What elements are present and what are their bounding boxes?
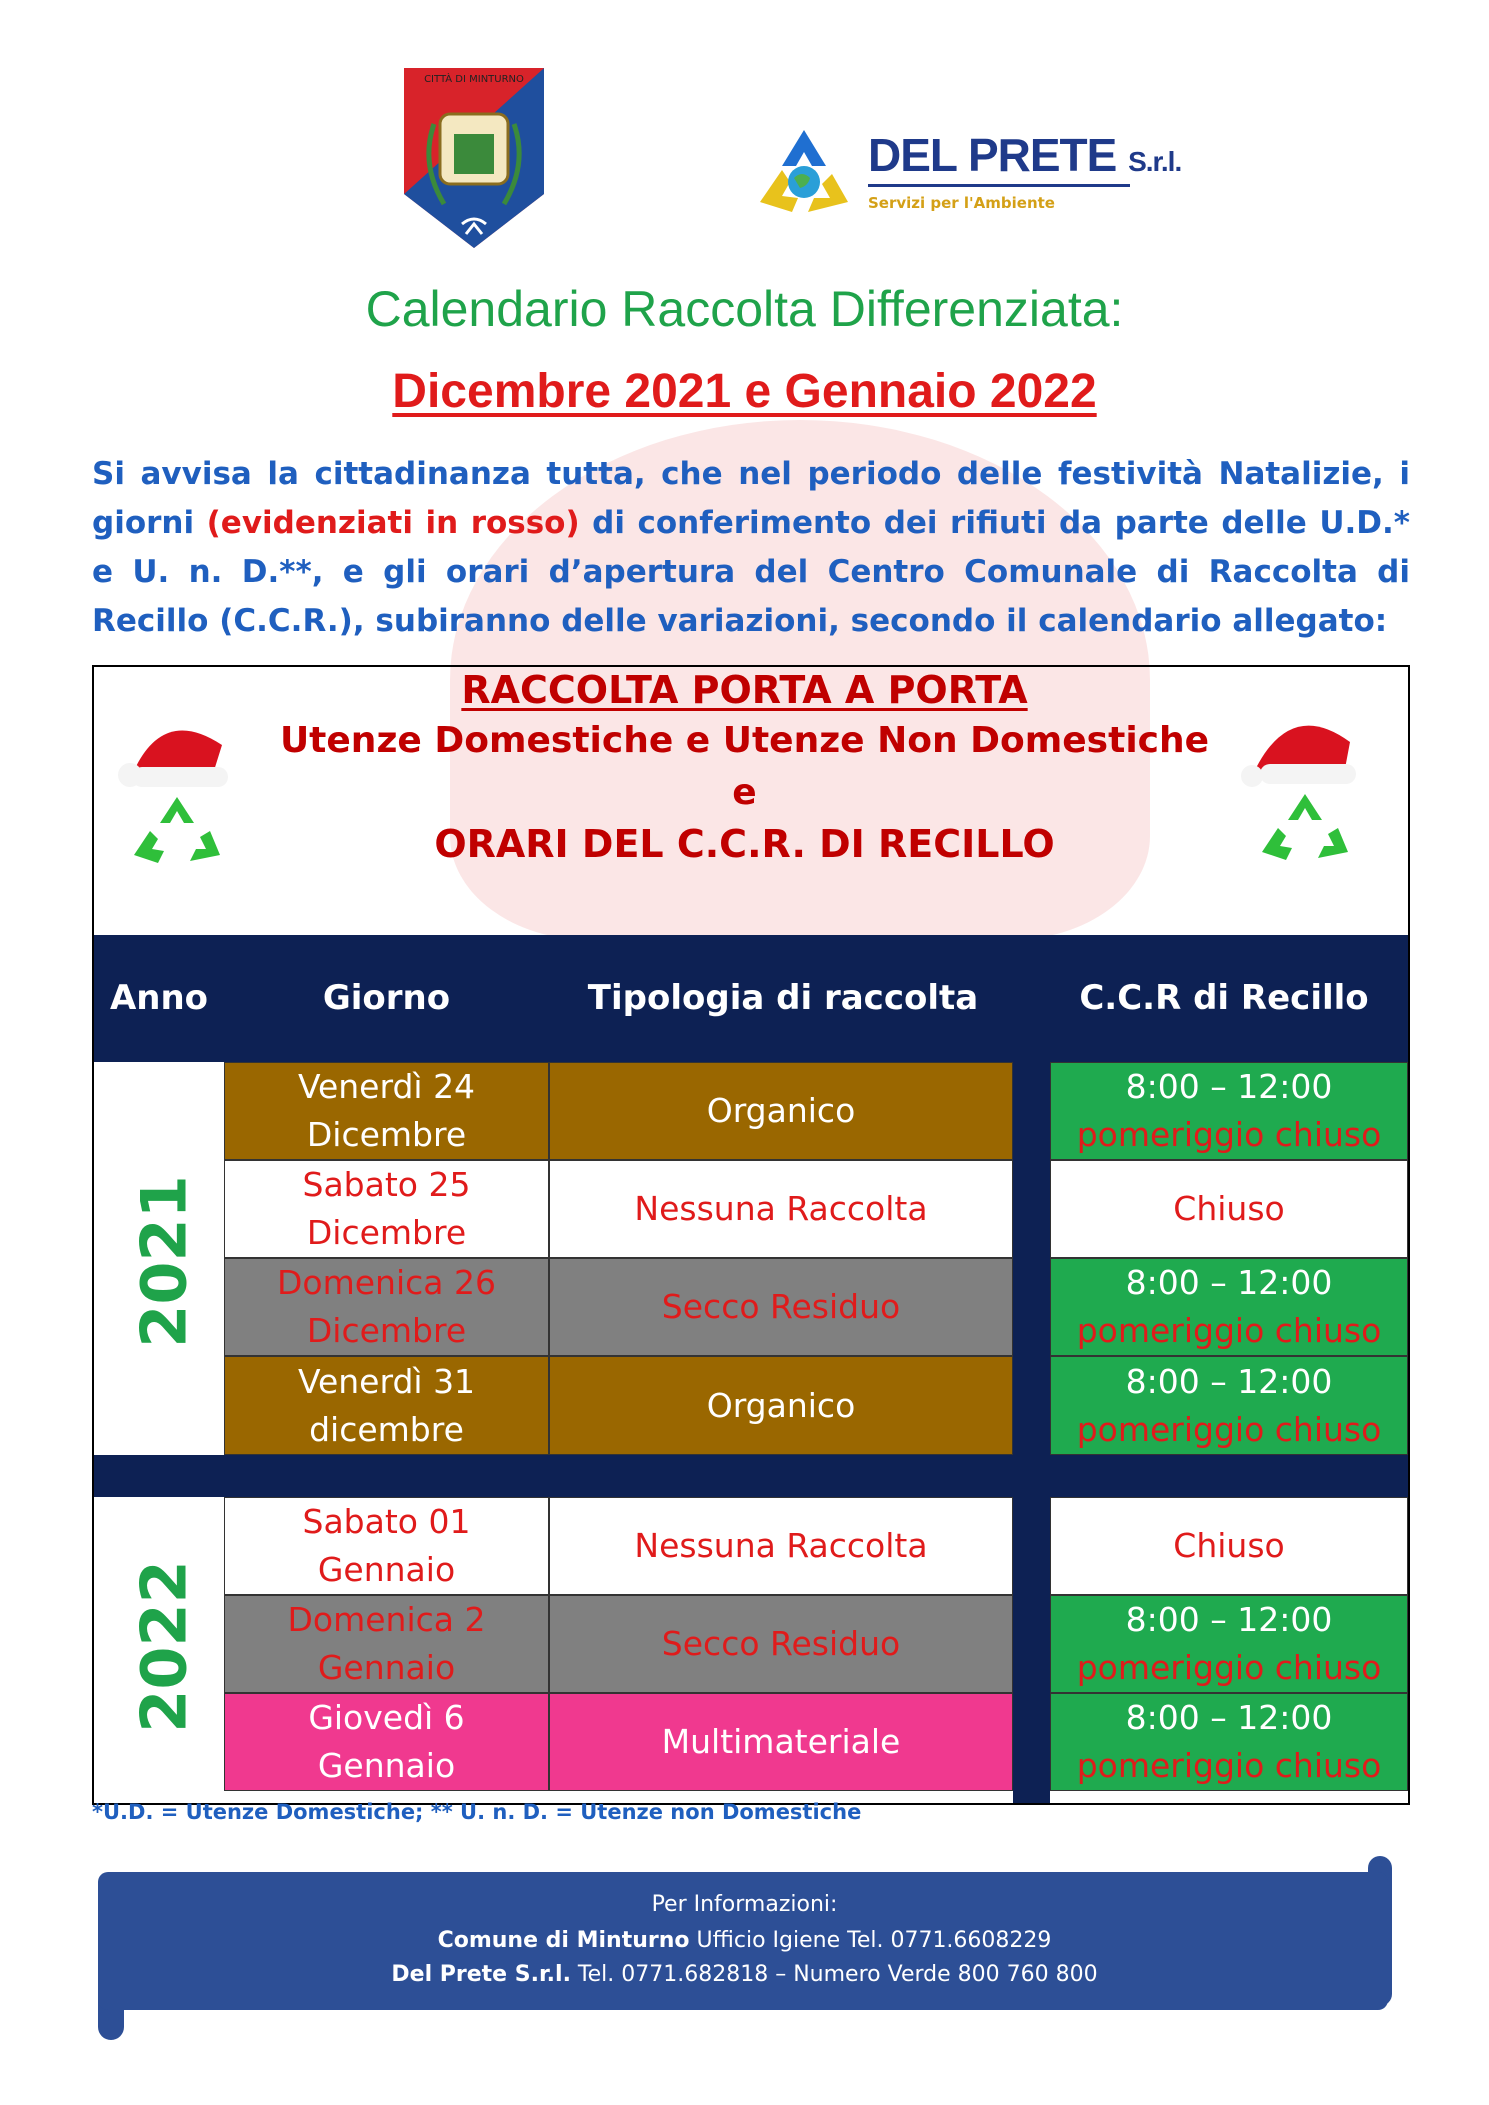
table-header-line4: ORARI DEL C.C.R. DI RECILLO (434, 822, 1055, 866)
table-row-day: Venerdì 31 dicembre (224, 1356, 549, 1455)
table-row-hours: 8:00 – 12:00 pomeriggio chiuso (1050, 1595, 1408, 1693)
table-row-hours: 8:00 – 12:00 pomeriggio chiuso (1050, 1258, 1408, 1356)
table-row-type: Secco Residuo (549, 1258, 1013, 1356)
year-2022: 2022 (127, 1560, 201, 1733)
company-name: DEL PRETE S.r.l. (868, 129, 1182, 181)
page-subtitle: Dicembre 2021 e Gennaio 2022 (392, 365, 1097, 418)
table-row-hours: 8:00 – 12:00 pomeriggio chiuso (1050, 1062, 1408, 1160)
table-row-type: Nessuna Raccolta (549, 1160, 1013, 1258)
table-row-closed: Chiuso (1050, 1160, 1408, 1258)
table-row-hours: 8:00 – 12:00 pomeriggio chiuso (1050, 1693, 1408, 1791)
table-row-closed: Chiuso (1050, 1497, 1408, 1595)
info-line-delprete: Del Prete S.r.l. Tel. 0771.682818 – Numero Verde 800 760 800 (391, 1962, 1098, 1987)
year-separator (94, 1455, 1408, 1497)
col-tipologia: Tipologia di raccolta (587, 978, 979, 1018)
table-row-hours: 8:00 – 12:00 pomeriggio chiuso (1050, 1356, 1408, 1455)
santa-recycle-icon-right (1240, 698, 1370, 868)
table-header-line2: Utenze Domestiche e Utenze Non Domestiche (279, 720, 1210, 761)
page-title: Calendario Raccolta Differenziata: (365, 281, 1124, 337)
col-anno: Anno (109, 978, 209, 1018)
table-row-day: Giovedì 6 Gennaio (224, 1693, 549, 1791)
navy-divider-column (1013, 1062, 1050, 1803)
col-giorno: Giorno (322, 978, 451, 1018)
table-row-day: Domenica 26 Dicembre (224, 1258, 549, 1356)
company-tagline: Servizi per l'Ambiente (868, 194, 1055, 212)
table-row-day: Sabato 25 Dicembre (224, 1160, 549, 1258)
col-ccr: C.C.R di Recillo (1079, 978, 1369, 1018)
company-underline (868, 184, 1130, 187)
info-heading: Per Informazioni: (651, 1892, 838, 1917)
table-header-line3: e (732, 772, 757, 813)
footnote: *U.D. = Utenze Domestiche; ** U. n. D. = Utenze non Domestiche (92, 1800, 862, 1824)
info-line-comune: Comune di Minturno Ufficio Igiene Tel. 0771.6608229 (437, 1928, 1052, 1953)
table-row-type: Secco Residuo (549, 1595, 1013, 1693)
year-2021: 2021 (127, 1175, 201, 1348)
table-row-type: Organico (549, 1356, 1013, 1455)
recycle-globe-icon (752, 124, 856, 220)
table-row-type: Nessuna Raccolta (549, 1497, 1013, 1595)
table-row-day: Venerdì 24 Dicembre (224, 1062, 549, 1160)
notice-paragraph: Si avvisa la cittadinanza tutta, che nel periodo delle festività Natalizie, i giorni (evidenziati in rosso) di conferimento dei rifiuti da parte delle U.D.* e U. n. D.**, e gli orari d’apertura del Centro Comunale di Raccolta di Recillo (C.C.R.), subiranno delle variazioni, secondo il calendario allegato: (92, 456, 1411, 639)
table-row-type: Organico (549, 1062, 1013, 1160)
table-row-type: Multimateriale (549, 1693, 1013, 1791)
minturno-crest-icon (400, 64, 548, 250)
table-row-day: Sabato 01 Gennaio (224, 1497, 549, 1595)
santa-recycle-icon (112, 705, 242, 875)
table-row-day: Domenica 2 Gennaio (224, 1595, 549, 1693)
crest-text: CITTÀ DI MINTURNO (424, 74, 524, 85)
table-header-title: RACCOLTA PORTA A PORTA (461, 668, 1028, 712)
